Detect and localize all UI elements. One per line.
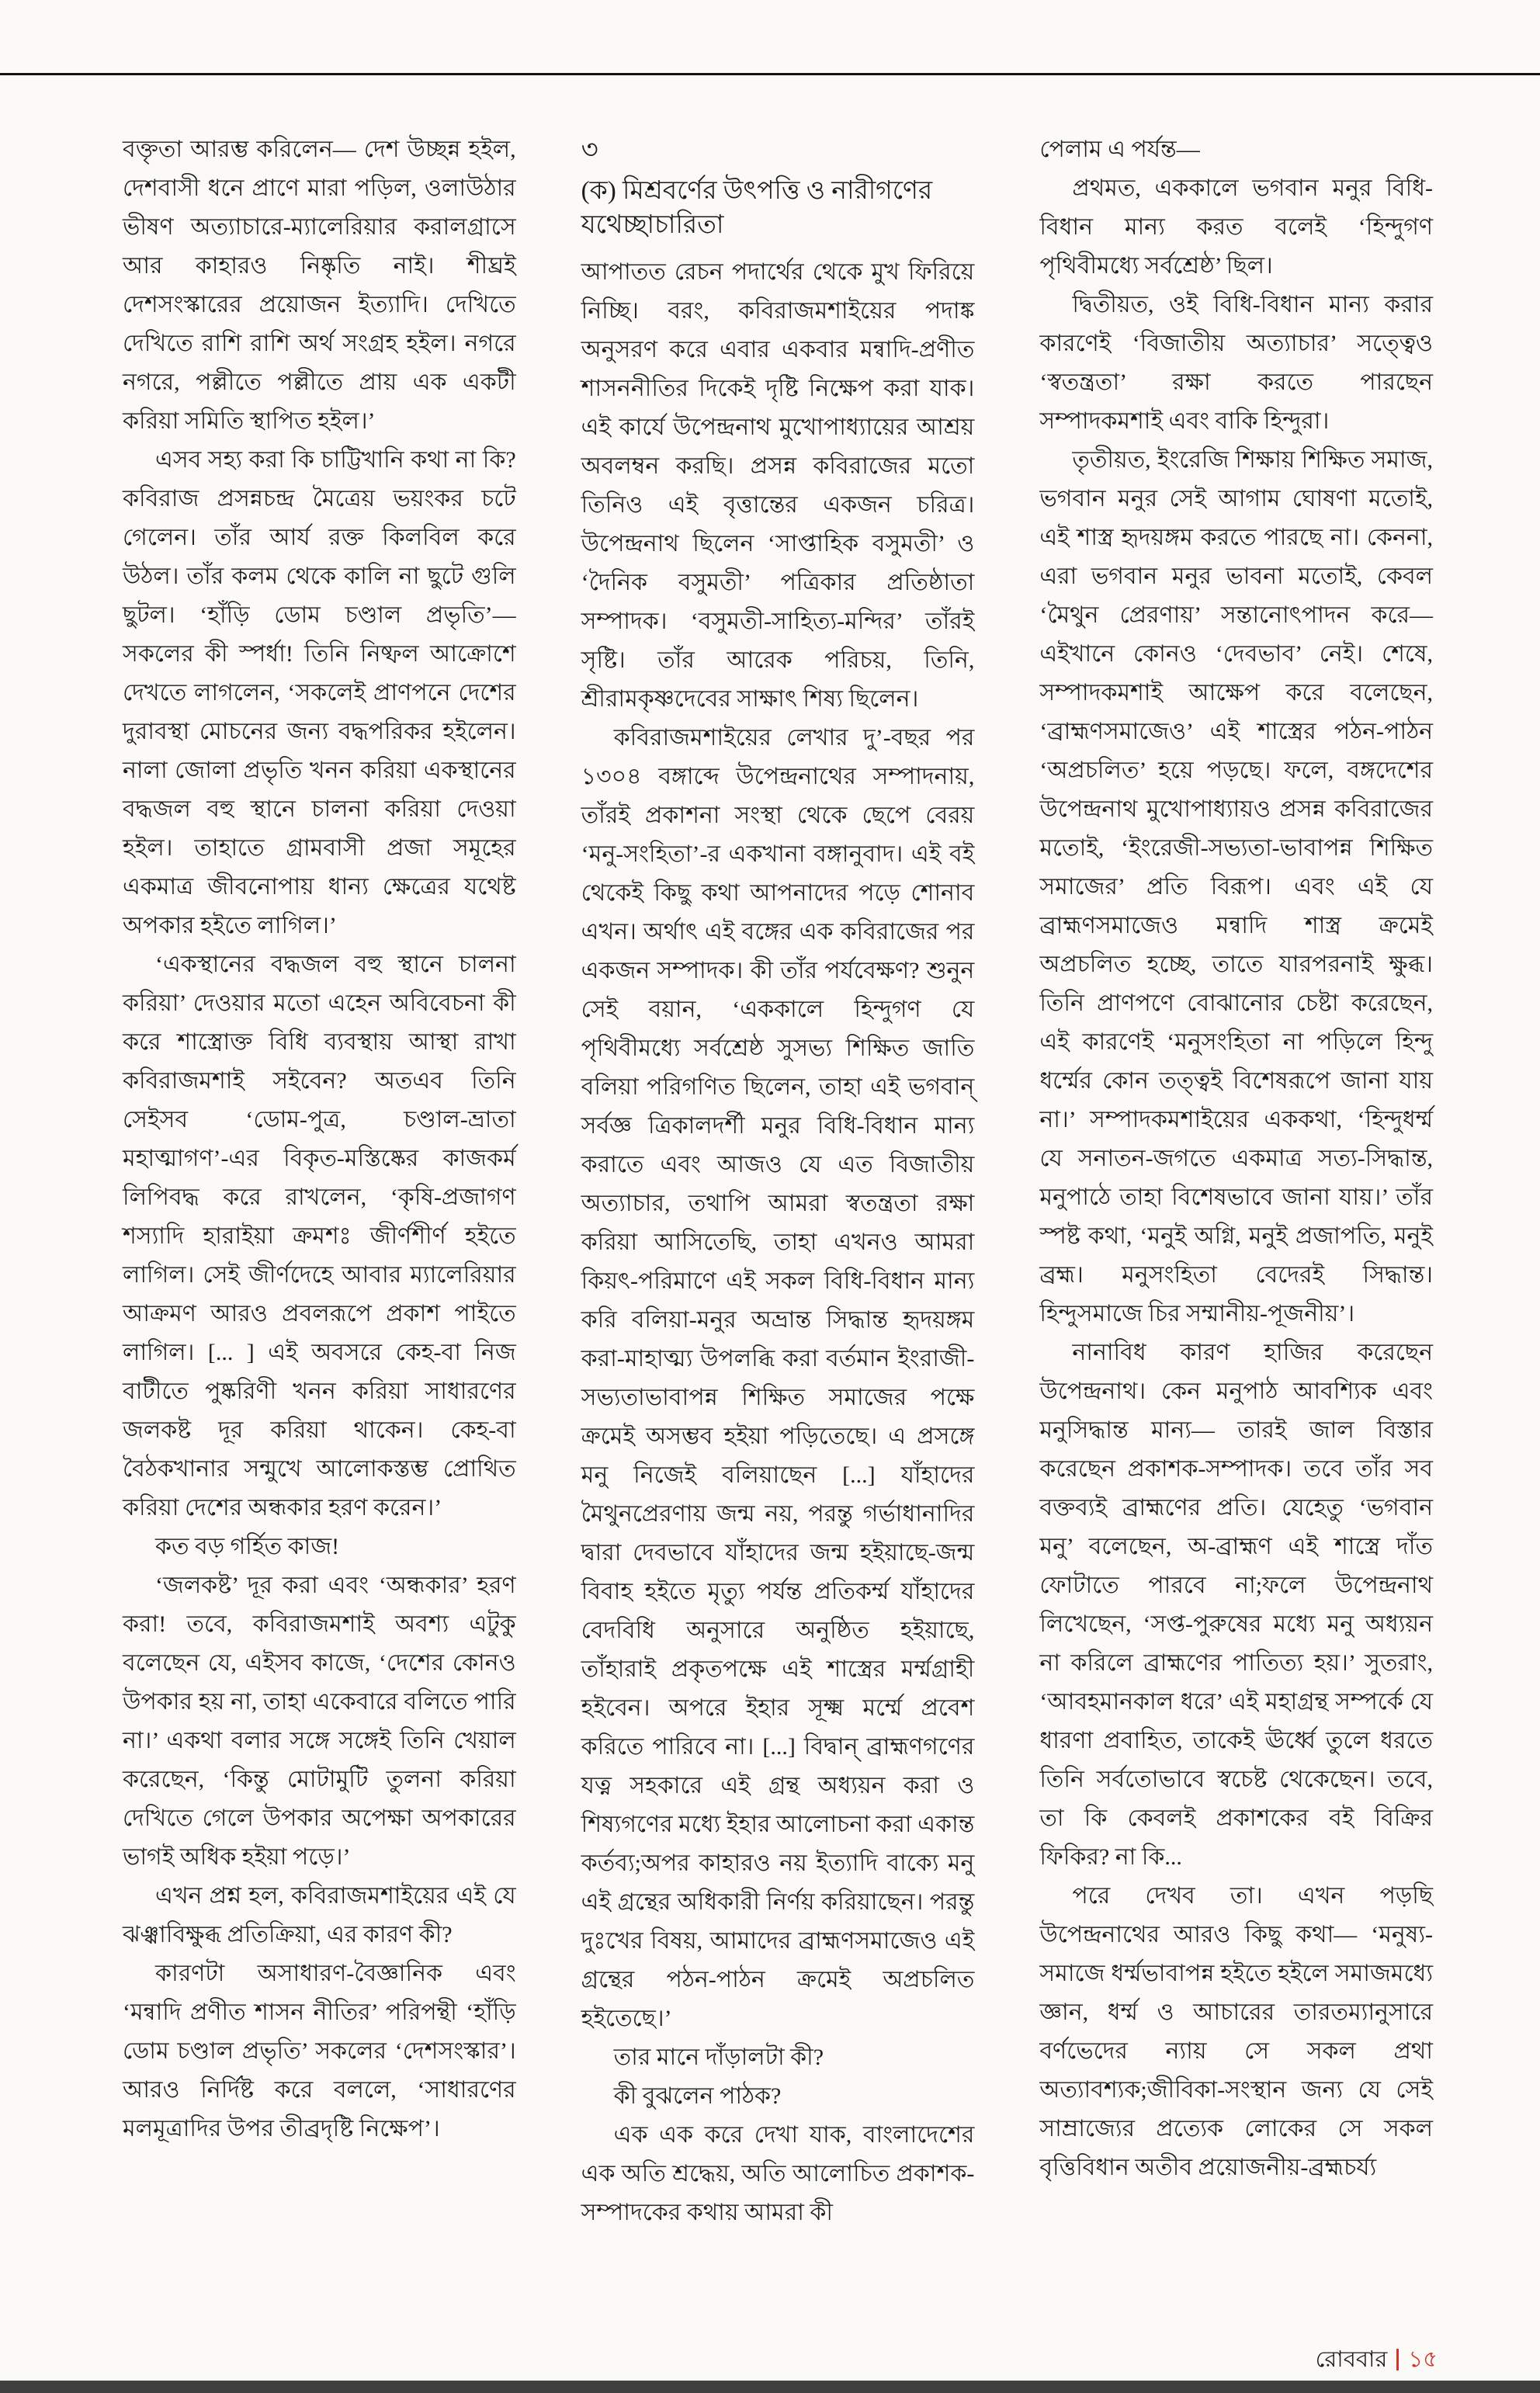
paragraph: কবিরাজমশাইয়ের লেখার দু’-বছর পর ১৩০৪ বঙ্গাব্দে উপেন্দ্রনাথের সম্পাদনায়, তাঁরই প্রকাশনা সংস্থা থেকে ছেপে বেরয় ‘মনু-সংহিতা’-র একখানা বঙ্গানুবাদ। এই বই থেকেই কিছু কথা আপনাদের পড়ে শোনাব এখন। অর্থাৎ এই বঙ্গের এক কবিরাজের পর একজন সম্পাদক। কী তাঁর পর্যবেক্ষণ? শুনুন সেই বয়ান, ‘এককালে হিন্দুগণ যে পৃথিবীমধ্যে সর্বশ্রেষ্ঠ সুসভ্য শিক্ষিত জাতি বলিয়া পরিগণিত ছিলেন, তাহা এই ভগবান্ সর্বজ্ঞ ত্রিকালদর্শী মনুর বিধি-বিধান মান্য করাতে এবং আজও যে এত বিজাতীয় অত্যাচার, তথাপি আমরা স্বতন্ত্রতা রক্ষা করিয়া আসিতেছি, তাহা এখনও আমরা কিয়ৎ-পরিমাণে এই সকল বিধি-বিধান মান্য করি বলিয়া-মনুর অভ্রান্ত সিদ্ধান্ত হৃদয়ঙ্গম করা-মাহাত্ম্য উপলব্ধি করা বর্তমান ইংরাজী-সভ্যতাভাবাপন্ন শিক্ষিত সমাজের পক্ষে ক্রমেই অসম্ভব হইয়া পড়িতেছে। এ প্রসঙ্গে মনু নিজেই বলিয়াছেন [...] যাঁহাদের মৈথুনপ্রেরণায় জন্ম নয়, পরন্তু গর্ভাধানাদির দ্বারা দেবভাবে যাঁহাদের জন্ম হইয়াছে-জন্ম বিবাহ হইতে মৃত্যু পর্যন্ত প্রতিকর্ম্ম যাঁহাদের বেদবিধি অনুসারে অনুষ্ঠিত হইয়াছে, তাঁহারাই প্রকৃতপক্ষে এই শাস্ত্রের মর্ম্মগ্রাহী হইবেন। অপরে ইহার সূক্ষ্ম মর্ম্মে প্রবেশ করিতে পারিবে না। [...] বিদ্বান্ ব্রাহ্মণগণের যত্ন সহকারে এই গ্রন্থ অধ্যয়ন করা ও শিষ্যগণের মধ্যে ইহার আলোচনা করা একান্ত কর্তব্য;অপর কাহারও নয় ইত্যাদি বাক্যে মনু এই গ্রন্থের অধিকারী নির্ণয় করিয়াছেন। পরন্তু দুঃখের বিষয়, আমাদের ব্রাহ্মণসমাজেও এই গ্রন্থের পঠন-পাঠন ক্রমেই অপ্রচলিত হইতেছে।’ <box>581 725 975 2031</box>
bottom-edge-strip <box>0 2381 1540 2393</box>
article-body <box>123 130 1433 2308</box>
paragraph: ‘একস্থানের বদ্ধজল বহু স্থানে চালনা করিয়া’ দেওয়ার মতো এহেন অবিবেচনা কী করে শাস্ত্রোক্ত বিধি ব্যবস্থায় আস্থা রাখা কবিরাজমশাই সইবেন? অতএব তিনি সেইসব ‘ডোম-পুত্র, চণ্ডাল-ভ্রাতা মহাত্মাগণ’-এর বিকৃত-মস্তিষ্কের কাজকর্ম লিপিবদ্ধ করে রাখলেন, ‘কৃষি-প্রজাগণ শস্যাদি হারাইয়া ক্রমশঃ জীর্ণশীর্ণ হইতে লাগিল। সেই জীর্ণদেহে আবার ম্যালেরিয়ার আক্রমণ আরও প্রবলরূপে প্রকাশ পাইতে লাগিল। [... ] এই অবসরে কেহ-বা নিজ বাটীতে পুষ্করিণী খনন করিয়া সাধারণের জলকষ্ট দূর করিয়া থাকেন। কেহ-বা বৈঠকখানার সন্মুখে আলোকস্তম্ভ প্রোথিত করিয়া দেশের অন্ধকার হরণ করেন।’ <box>123 952 516 1521</box>
paragraph: তার মানে দাঁড়ালটা কী? <box>613 2044 824 2070</box>
paragraph: এখন প্রশ্ন হল, কবিরাজমশাইয়ের এই যে ঝঞ্ঝাবিক্ষুব্ধ প্রতিক্রিয়া, এর কারণ কী? <box>123 1883 516 1947</box>
paragraph: এক এক করে দেখা যাক, বাংলাদেশের এক অতি শ্রদ্ধেয়, অতি আলোচিত প্রকাশক-সম্পাদকের কথায় আমরা কী <box>581 2122 975 2225</box>
paragraph: প্রথমত, এককালে ভগবান মনুর বিধি-বিধান মান্য করত বলেই ‘হিন্দুগণ পৃথিবীমধ্যে সর্বশ্রেষ্ঠ’ ছিল। <box>1039 175 1434 279</box>
paragraph: এসব সহ্য করা কি চাট্টিখানি কথা না কি? কবিরাজ প্রসন্নচন্দ্র মৈত্রেয় ভয়ংকর চটে গেলেন। তাঁর আর্য রক্ত কিলবিল করে উঠল। তাঁর কলম থেকে কালি না ছুটে গুলি ছুটল। ‘হাঁড়ি ডোম চণ্ডাল প্রভৃতি’— সকলের কী স্পর্ধা! তিনি নিষ্ফল আক্রোশে দেখতে লাগলেন, ‘সকলেই প্রাণপনে দেশের দুরাবস্থা মোচনের জন্য বদ্ধপরিকর হইলেন। নালা জোলা প্রভৃতি খনন করিয়া একস্থানের বদ্ধজল বহু স্থানে চালনা করিয়া দেওয়া হইল। তাহাতে গ্রামবাসী প্রজা সমূহের একমাত্র জীবনোপায় ধান্য ক্ষেত্রের যথেষ্ট অপকার হইতে লাগিল।’ <box>123 447 516 938</box>
column-3 <box>1039 130 1433 2308</box>
column-2 <box>581 130 975 2308</box>
paragraph: দ্বিতীয়ত, ওই বিধি-বিধান মান্য করার কারণেই ‘বিজাতীয় অত্যাচার’ সত্ত্বেও ‘স্বতন্ত্রতা’ রক্ষা করতে পারছেন সম্পাদকমশাই এবং বাকি হিন্দুরা। <box>1039 292 1434 434</box>
paragraph: তৃতীয়ত, ইংরেজি শিক্ষায় শিক্ষিত সমাজ, ভগবান মনুর সেই আগাম ঘোষণা মতোই, এই শাস্ত্র হৃদয়ঙ্গম করতে পারছে না। কেননা, এরা ভগবান মনুর ভাবনা মতোই, কেবল ‘মৈথুন প্রেরণায়’ সন্তানোৎপাদন করে— এইখানে কোনও ‘দেবভাব’ নেই। শেষে, সম্পাদকমশাই আক্ষেপ করে বলেছেন, ‘ব্রাহ্মণসমাজেও’ এই শাস্ত্রের পঠন-পাঠন ‘অপ্রচলিত’ হয়ে পড়ছে। ফলে, বঙ্গদেশের উপেন্দ্রনাথ মুখোপাধ্যায়ও প্রসন্ন কবিরাজের মতোই, ‘ইংরেজী-সভ্যতা-ভাবাপন্ন শিক্ষিত সমাজের’ প্রতি বিরূপ। এবং এই যে ব্রাহ্মণসমাজেও মন্বাদি শাস্ত্র ক্রমেই অপ্রচলিত হচ্ছে, তাতে যারপরনাই ক্ষুব্ধ। তিনি প্রাণপণে বোঝানোর চেষ্টা করেছেন, এই কারণেই ‘মনুসংহিতা না পড়িলে হিন্দু ধর্ম্মের কোন তত্ত্বই বিশেষরূপে জানা যায় না।’ সম্পাদকমশাইয়ের এককথা, ‘হিন্দুধর্ম্ম যে সনাতন-জগতে একমাত্র সত্য-সিদ্ধান্ত, মনুপাঠে তাহা বিশেষভাবে জানা যায়।’ তাঁর স্পষ্ট কথা, ‘মনুই অগ্নি, মনুই প্রজাপতি, মনুই ব্রহ্ম। মনুসংহিতা বেদেরই সিদ্ধান্ত। হিন্দুসমাজে চির সম্মানীয়-পূজনীয়’। <box>1039 447 1434 1327</box>
paragraph: কারণটা অসাধারণ-বৈজ্ঞানিক এবং ‘মন্বাদি প্রণীত শাসন নীতির’ পরিপন্থী ‘হাঁড়ি ডোম চণ্ডাল প্রভৃতি’ সকলের ‘দেশসংস্কার’। আরও নির্দিষ্ট করে বললে, ‘সাধারণের মলমূত্রাদির উপর তীব্রদৃষ্টি নিক্ষেপ’। <box>123 1961 516 2142</box>
top-divider-rule <box>0 73 1540 75</box>
paragraph: পরে দেখব তা। এখন পড়ছি উপেন্দ্রনাথের আরও কিছু কথা— ‘মনুষ্য-সমাজে ধর্ম্মভাবাপন্ন হইতে হইলে সমাজমধ্যে জ্ঞান, ধর্ম্ম ও আচারের তারতম্যানুসারে বর্ণভেদের ন্যায় সে সকল প্রথা অত্যাবশ্যক;জীবিকা-সংস্থান জন্য যে সেই সাম্রাজ্যের প্রত্যেক লোকের সে সকল বৃত্তিবিধান অতীব প্রয়োজনীয়-ব্রহ্মচর্য্য <box>1039 1883 1434 2180</box>
paragraph: কত বড় গর্হিত কাজ! <box>155 1534 340 1559</box>
paragraph: কী বুঝলেন পাঠক? <box>613 2083 782 2109</box>
paragraph: নানাবিধ কারণ হাজির করেছেন উপেন্দ্রনাথ। কেন মনুপাঠ আবশ্যিক এবং মনুসিদ্ধান্ত মান্য— তারই জাল বিস্তার করেছেন প্রকাশক-সম্পাদক। তবে তাঁর সব বক্তব্যই ব্রাহ্মণের প্রতি। যেহেতু ‘ভগবান মনু’ বলেছেন, অ-ব্রাহ্মণ এই শাস্ত্রে দাঁত ফোটাতে পারবে না;ফলে উপেন্দ্রনাথ লিখেছেন, ‘সপ্ত-পুরুষের মধ্যে মনু অধ্যয়ন না করিলে ব্রাহ্মণের পাতিত্য হয়।’ সুতরাং, ‘আবহমানকাল ধরে’ এই মহাগ্রন্থ সম্পর্কে যে ধারণা প্রবাহিত, তাকেই ঊর্ধ্বে তুলে ধরতে তিনি সর্বতোভাবে স্বচেষ্ট থেকেছেন। তবে, তা কি কেবলই প্রকাশকের বই বিক্রির ফিকির? না কি... <box>1039 1340 1434 1870</box>
paragraph: ‘জলকষ্ট’ দূর করা এবং ‘অন্ধকার’ হরণ করা! তবে, কবিরাজমশাই অবশ্য এটুকু বলেছেন যে, এইসব কাজে, ‘দেশের কোনও উপকার হয় না, তাহা একেবারে বলিতে পারি না।’ একথা বলার সঙ্গে সঙ্গেই তিনি খেয়াল করেছেন, ‘কিন্তু মোটামুটি তুলনা করিয়া দেখিতে গেলে উপকার অপেক্ষা অপকারের ভাগই অধিক হইয়া পড়ে।’ <box>123 1573 516 1870</box>
column-1 <box>123 130 516 2308</box>
paragraph: বক্তৃতা আরম্ভ করিলেন— দেশ উচ্ছন্ন হইল, দেশবাসী ধনে প্রাণে মারা পড়িল, ওলাউঠার ভীষণ অত্যাচারে-ম্যালেরিয়ার করালগ্রাসে আর কাহারও নিষ্কৃতি নাই। শীঘ্রই দেশসংস্কারের প্রয়োজন ইত্যাদি। দেখিতে দেখিতে রাশি রাশি অর্থ সংগ্রহ হইল। নগরে নগরে, পল্লীতে পল্লীতে প্রায় এক একটী করিয়া সমিতি স্থাপিত হইল।’ <box>123 137 516 434</box>
page-footer <box>1316 2346 1438 2373</box>
page-number: ১৫ <box>1408 2347 1438 2372</box>
paragraph: আপাতত রেচন পদার্থের থেকে মুখ ফিরিয়ে নিচ্ছি। বরং, কবিরাজমশাইয়ের পদাঙ্ক অনুসরণ করে এবার একবার মন্বাদি-প্রণীত শাসননীতির দিকেই দৃষ্টি নিক্ষেপ করা যাক। এই কার্যে উপেন্দ্রনাথ মুখোপাধ্যায়ের আশ্রয় অবলম্বন করছি। প্রসন্ন কবিরাজের মতো তিনিও এই বৃত্তান্তের একজন চরিত্র। উপেন্দ্রনাথ ছিলেন ‘সাপ্তাহিক বসুমতী’ ও ‘দৈনিক বসুমতী’ পত্রিকার প্রতিষ্ঠাতা সম্পাদক। ‘বসুমতী-সাহিত্য-মন্দির’ তাঁরই সৃষ্টি। তাঁর আরেক পরিচয়, তিনি, শ্রীরামকৃষ্ণদেবের সাক্ষাৎ শিষ্য ছিলেন। <box>581 259 975 712</box>
footer-separator <box>1396 2349 1399 2370</box>
section-number: ৩ <box>581 136 598 165</box>
paragraph: পেলাম এ পর্যন্ত— <box>1039 137 1200 162</box>
magazine-name: রোববার <box>1315 2347 1388 2372</box>
section-heading: (ক) মিশ্রবর্ণের উৎপত্তি ও নারীগণের যথেচ্ছাচারিতা <box>581 177 933 239</box>
